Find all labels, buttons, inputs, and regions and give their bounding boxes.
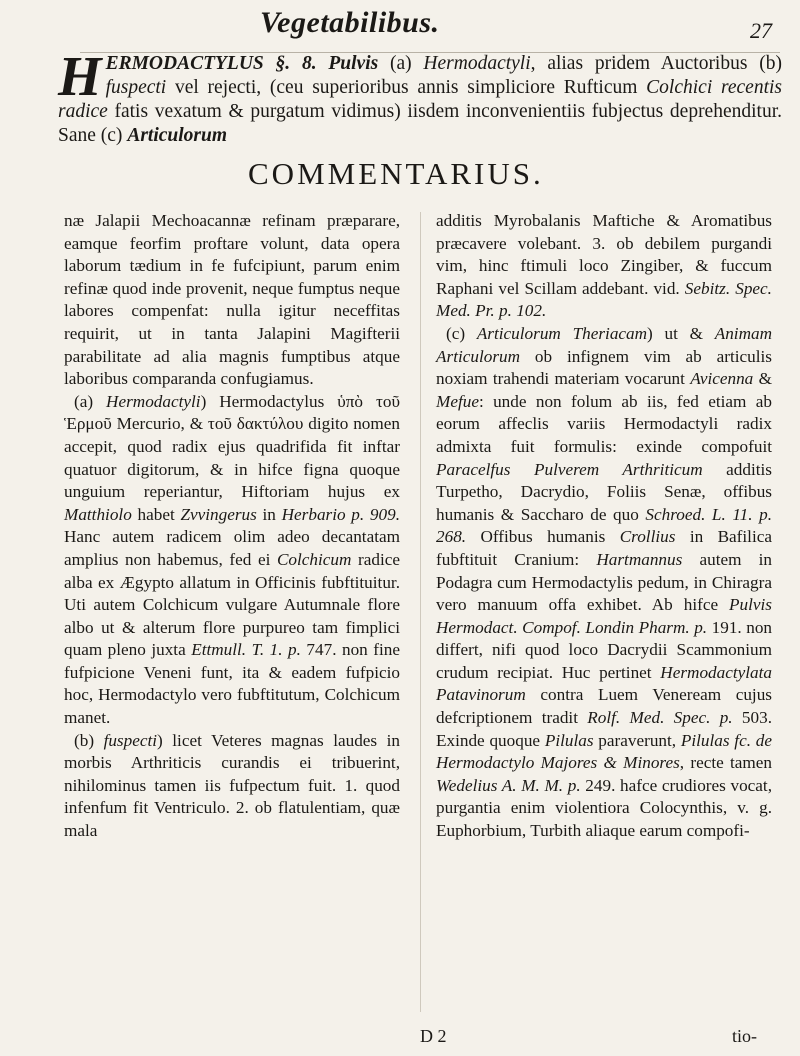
left-column (64, 210, 400, 843)
text-run: additis Myrobalanis Maftiche & Aromatibus præcavere volebant. 3. ob debilem purgandi vim, hinc ftimuli loco Zingiber, & fuccum Raphani vel Scillam addebant. vid. (436, 211, 772, 298)
text-run-italic: Herbario p. 909. (281, 504, 400, 524)
lead-text: , alias pridem Auctoribus (b) (530, 53, 782, 74)
text-run: autem in Podagra cum Hermodactylis pedum, in Chiragra vero manuum offa exhibet. Ab hifce (436, 549, 772, 615)
text-run-italic: Pilulas fc. de Hermodactylo Majores & Minores (436, 730, 772, 773)
left-paragraph (64, 391, 400, 730)
text-run: habet (131, 504, 181, 524)
left-paragraph (64, 210, 400, 391)
text-run: ) Hermodactylus ὑπὸ τοῦ Ἑρμοῦ Mercurio, & τοῦ δακτύλου digito nomen accepit, quod radix ejus quadrifida fit inftar quatuor digitorum, & in hifce figna quoque unguium reperiantur, Hiftoriam hujus ex (64, 391, 400, 502)
lead-text-italic: Articulorum (127, 125, 228, 146)
signature-mark: D 2 (420, 1026, 447, 1046)
text-run: 747. non fine fufpicione Veneni funt, ita & eadem fufpicio hoc, Hermodactylo vero fubftitutum, Colchicum manet. (64, 640, 400, 728)
text-run-italic: Hermodactylata Patavinorum (436, 662, 772, 705)
text-run: 503. Exinde quoque (436, 708, 772, 750)
text-run: Offibus humanis (466, 527, 620, 547)
text-run-italic: Pilulas (544, 730, 594, 750)
lead-text-italic: Hermodactyli (423, 53, 531, 74)
right-column (436, 210, 772, 843)
text-run: (c) (446, 323, 477, 343)
right-paragraph (436, 323, 772, 843)
text-run: paraverunt, (593, 730, 681, 750)
text-run-italic: Sebitz. Spec. Med. Pr. p. 102. (436, 278, 772, 321)
running-title: Vegetabilibus. (260, 6, 440, 39)
text-run-italic: Articulorum Theriacam (476, 323, 648, 343)
text-run-italic: Colchicum (276, 549, 352, 569)
text-run-italic: Schroed. L. 11. p. 268. (436, 504, 772, 547)
text-run: ob infignem vim ab articulis noxiam trahendi materiam vocarunt (436, 346, 772, 389)
text-run: in (256, 504, 282, 524)
lead-text: fatis vexatum & purgatum vidimus) iisdem inconvenientiis fubjectus deprehenditur. Sane (c) (58, 101, 782, 146)
text-run-italic: Mefue (436, 391, 479, 411)
text-run-italic: Wedelius A. M. M. p. (436, 775, 581, 795)
text-run-italic: fuspecti (103, 730, 158, 750)
text-run: (b) (74, 730, 104, 750)
text-run-italic: Crollius (619, 527, 676, 547)
text-run-italic: Zvvingerus (180, 504, 257, 524)
text-run-italic: Animam Articulorum (436, 323, 772, 366)
text-run-italic: Hermodactyli (106, 391, 201, 411)
text-run: & (753, 369, 772, 389)
text-run-italic: Paracelfus Pulverem Arthriticum (436, 459, 703, 479)
text-run-italic: Avicenna (690, 369, 754, 389)
text-run: in Bafilica fubftituit Cranium: (436, 527, 772, 569)
text-run: Hanc autem radicem olim adeo decantatam amplius non habemus, fed ei (64, 527, 400, 569)
lead-heading: ERMODACTYLUS §. 8. Pulvis (105, 53, 379, 74)
text-run: : unde non folum ab iis, fed etiam ab eorum affeclis variis Hermodactyli radix admixta fuit formulis: exinde compofuit (436, 391, 772, 456)
text-run: (a) (74, 391, 107, 411)
right-paragraph (436, 210, 772, 323)
text-run: radice alba ex Ægypto allatum in Officinis fubftituitur. Uti autem Colchicum vulgare Autumnale flore albo ut & alterum flore purpureo tam fimplici quam pleno juxta (64, 549, 400, 660)
left-paragraph (64, 730, 400, 843)
text-run: ) ut & (647, 323, 715, 343)
column-divider (420, 212, 421, 1012)
text-run: næ Jalapii Mechoacannæ refinam præparare, eamque feorfim proftare volunt, data opera laborum tædium in fe fufcipiunt, parum enim refinæ quod inde provenit, neque fumptus neque labores compenfat: nulla igitur neceffitas requirit, ut in tanta Jalapini Magifterii parabilitate ad alia magnis fumptibus atque laboribus comparanda confugiamus. (64, 211, 400, 389)
lead-paragraph (58, 46, 782, 148)
lead-text: (a) (378, 53, 424, 74)
text-run: , recte tamen (679, 753, 772, 773)
text-run: 249. hafce crudiores vocat, purgantia enim violentiora Colocynthis, v. g. Euphorbium, Turbith aliaque earum compofi- (436, 775, 772, 841)
lead-text-italic: Colchici recentis radice (58, 77, 782, 122)
text-run-italic: Matthiolo (64, 504, 132, 524)
text-run: 191. non differt, nifi quod loco Dacrydii Scammonium crudum recipiat. Huc pertinet (436, 617, 772, 682)
text-run: contra Luem Veneream cujus defcriptionem tradit (436, 685, 772, 728)
text-run: additis Turpetho, Dacrydio, Foliis Senæ, offibus humanis & Saccharo de quo (436, 459, 772, 524)
page-number: 27 (750, 18, 772, 43)
text-run: ) licet Veteres magnas laudes in morbis Arthriticis curandis ei tribuerint, nihilominus tamen iis fufpectum fuit. 1. quod infenfum fit Ventriculo. 2. ob flatulentiam, quæ mala (64, 730, 400, 841)
text-run-italic: Rolf. Med. Spec. p. (587, 708, 733, 728)
running-head (0, 6, 800, 54)
text-run-italic: Hartmannus (596, 549, 683, 569)
lead-text: vel rejecti, (ceu superioribus annis simpliciore Rufticum (166, 77, 647, 98)
text-run-italic: Pulvis Hermodact. Compof. Londin Pharm. p. (436, 595, 772, 637)
drop-cap: H (58, 46, 102, 108)
catchword: tio- (732, 1026, 757, 1046)
commentary-title: COMMENTARIUS. (248, 156, 544, 191)
lead-text-italic: fuspecti (105, 77, 167, 98)
page-footer (0, 1026, 800, 1052)
text-run-italic: Ettmull. T. 1. p. (191, 640, 301, 660)
